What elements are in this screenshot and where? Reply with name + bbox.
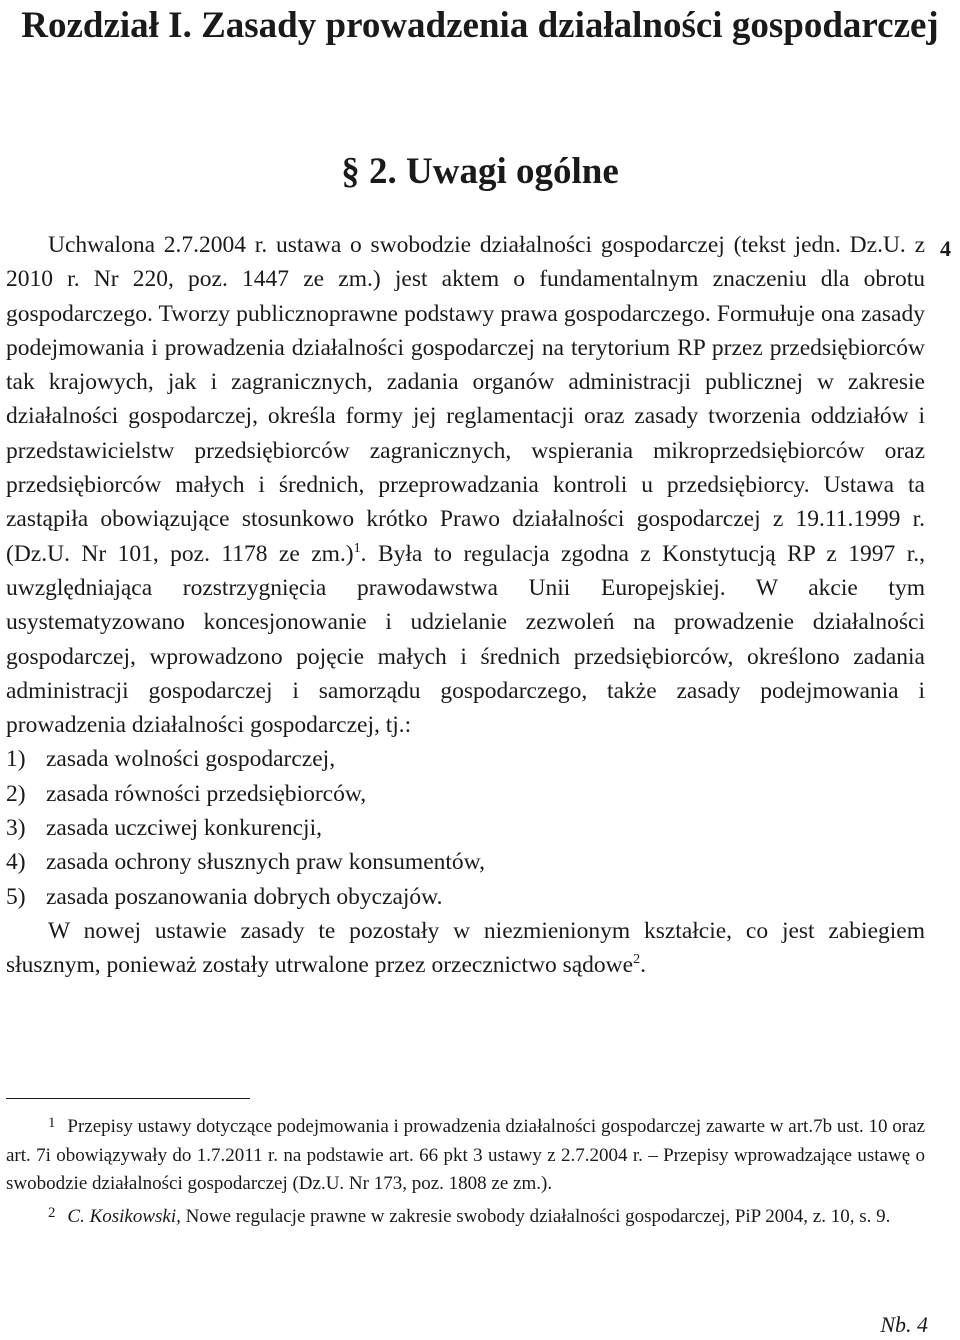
closing-paragraph — [6, 914, 925, 983]
footnote-2 — [6, 1199, 925, 1232]
list-item-text: zasada uczciwej konkurencji, — [46, 815, 322, 842]
list-item — [6, 777, 925, 811]
footnote-text: Nowe regulacje prawne w zakresie swobody działalności gospodarczej, PiP 2004, z. 10, s. 9. — [180, 1205, 891, 1227]
body-text — [6, 228, 925, 983]
list-item-number: 3) — [6, 815, 26, 842]
margin-number: 4 — [940, 236, 951, 261]
footnote-number: 2 — [48, 1204, 56, 1221]
closing-paragraph-end: . — [640, 952, 646, 979]
intro-paragraph-text-b: . Była to regulacja zgodna z Konstytucją RP z 1997 r., uwzględniająca rozstrzygnięcia prawodawstwa Unii Europejskiej. W akcie tym usystematyzowano koncesjonowanie i udzielanie zezwoleń na prowadzenie działalności gospodarczej, wprowadzono pojęcie małych i średnich przedsiębiorców, określono zadania administracji gospodarczej i samorządu gospodarczego, także zasady podejmowania i prowadzenia działalności gospodarczej, tj.: — [6, 540, 925, 739]
footnote-ref-2[interactable]: 2 — [633, 951, 641, 968]
section-title: § 2. Uwagi ogólne — [341, 151, 619, 192]
margin-reference: Nb. 4 — [880, 1312, 928, 1337]
page-footer-label — [880, 1312, 928, 1338]
footnote-divider — [6, 1098, 250, 1099]
list-item-text: zasada równości przedsiębiorców, — [46, 780, 367, 807]
list-item-text: zasada poszanowania dobrych obyczajów. — [46, 883, 443, 910]
footnote-ref-1[interactable]: 1 — [353, 539, 361, 556]
footnotes — [6, 1109, 925, 1231]
list-item — [6, 880, 925, 914]
list-item-number: 4) — [6, 849, 26, 876]
list-item — [6, 845, 925, 879]
list-item-text: zasada wolności gospodarczej, — [46, 746, 336, 773]
principles-list — [6, 742, 925, 913]
list-item-text: zasada ochrony słusznych praw konsumentów, — [46, 849, 485, 876]
footnote-1 — [6, 1109, 925, 1199]
footnote-number: 1 — [48, 1115, 56, 1131]
intro-paragraph-text-a: Uchwalona 2.7.2004 r. ustawa o swobodzie działalności gospodarczej (tekst jedn. Dz.U. z 2010 r. Nr 220, poz. 1447 ze zm.) jest aktem o fundamentalnym znaczeniu dla obrotu gospodarczego. Tworzy publicznoprawne podstawy prawa gospodarczego. Formułuje ona zasady podejmowania i prowadzenia działalności gospodarczej na terytorium RP przez przedsiębiorców tak krajowych, jak i zagranicznych, zadania organów administracji publicznej w zakresie działalności gospodarczej, określa formy jej reglamentacji oraz zasady tworzenia oddziałów i przedstawicielstw przedsiębiorców zagranicznych, wspierania mikroprzedsiębiorców oraz przedsiębiorców małych i średnich, przeprowadzania kontroli u przedsiębiorcy. Ustawa ta zastąpiła obowiązujące stosunkowo krótko Prawo działalności gospodarczej z 19.11.1999 r. (Dz.U. Nr 101, poz. 1178 ze zm.) — [6, 232, 925, 567]
intro-paragraph — [6, 228, 925, 742]
footnote-author: C. Kosikowski, — [67, 1205, 181, 1227]
list-item — [6, 811, 925, 845]
closing-paragraph-text: W nowej ustawie zasady te pozostały w niezmienionym kształcie, co jest zabiegiem słusznym, ponieważ zostały utrwalone przez orzecznictwo sądowe — [6, 917, 925, 979]
footnote-text: Przepisy ustawy dotyczące podejmowania i prowadzenia działalności gospodarczej zawarte w art.7b ust. 10 oraz art. 7i obowiązywały do 1.7.2011 r. na podstawie art. 66 pkt 3 ustawy z 2.7.2004 r. – Przepisy wprowadzające ustawę o swobodzie działalności gospodarczej (Dz.U. Nr 173, poz. 1808 ze zm.). — [6, 1116, 925, 1195]
list-item-number: 2) — [6, 780, 26, 807]
chapter-title: Rozdział I. Zasady prowadzenia działalności gospodarczej — [21, 5, 939, 46]
list-item-number: 5) — [6, 883, 26, 910]
list-item-number: 1) — [6, 746, 26, 773]
list-item — [6, 742, 925, 776]
